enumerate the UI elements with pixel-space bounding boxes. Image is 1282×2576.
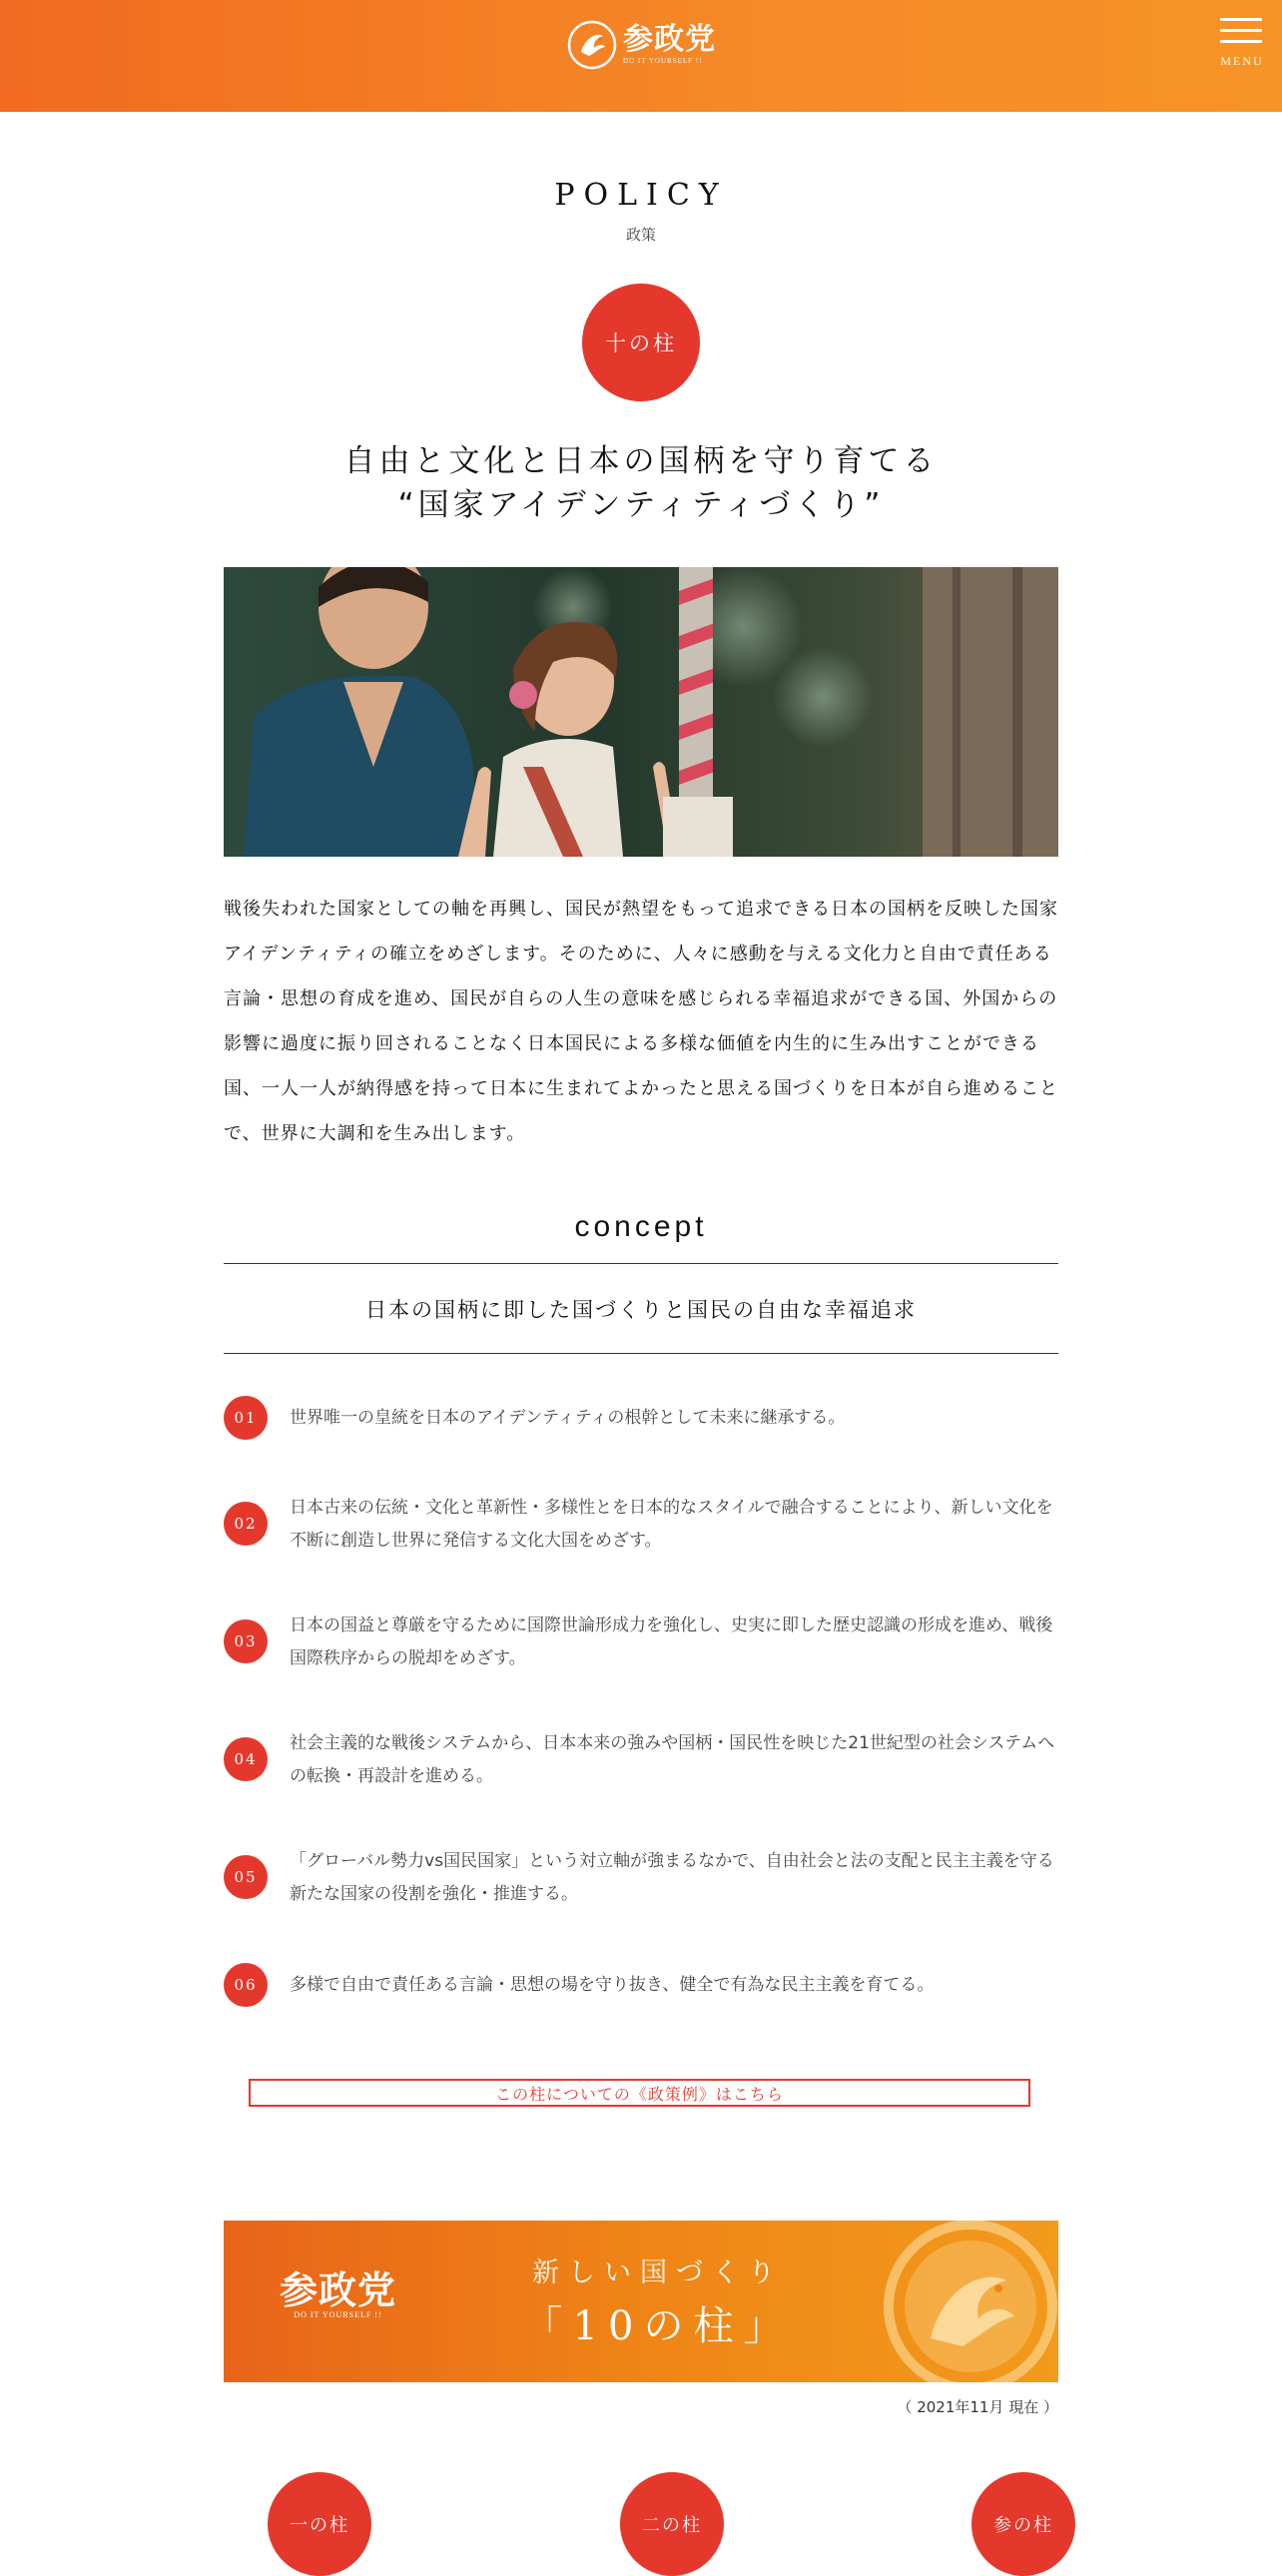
as-of-date: （ 2021年11月 現在 ）	[897, 2398, 1058, 2416]
menu-button[interactable]	[1216, 16, 1266, 72]
section-subtitle: 政策	[625, 226, 656, 244]
banner-logo-tagline: DO IT YOURSELF !!	[294, 2310, 382, 2319]
menu-label: MENU	[1220, 54, 1264, 68]
pillar-link-1[interactable]: 一の柱	[268, 2472, 371, 2576]
intro-paragraph: 戦後失われた国家としての軸を再興し、国民が熱望をもって追求できる日本の国柄を反映した国家アイデンティティの確立をめざします。そのために、人々に感動を与える文化力と自由で責任ある言論・思想の育成を進め、国民が自らの人生の意味を感じられる幸福追求ができる国、外国からの影響に過度に振り回されることなく日本国民による多様な価値を内生的に生み出すことができる国、一人一人が納得感を持って日本に生まれてよかったと思える国づくりを日本が自ら進めることで、世界に大調和を生み出します。	[224, 899, 1058, 1144]
divider	[224, 1263, 1058, 1264]
banner-title: 新しい国づくり	[532, 2257, 784, 2288]
section-title: POLICY	[554, 178, 728, 213]
site-logo[interactable]	[567, 18, 716, 72]
item-number: 06	[224, 1963, 268, 2007]
banner-logo-text: 参政党	[280, 2268, 397, 2312]
item-text: 日本古来の伝統・文化と革新性・多様性とを日本的なスタイルで融合することにより、新しい文化を不断に創造し世界に発信する文化大国をめざす。	[290, 1498, 1053, 1551]
logo-tagline: DO IT YOURSELF !!	[623, 57, 703, 65]
concept-lead: 日本の国柄に即した国づくりと国民の自由な幸福追求	[365, 1298, 917, 1322]
item-number: 05	[224, 1855, 268, 1899]
item-text: 社会主義的な戦後システムから、日本本来の強みや国柄・国民性を映じた21世紀型の社会システムへの転換・再設計を進める。	[290, 1733, 1055, 1786]
banner-heading: 「10の柱」	[522, 2303, 794, 2349]
item-number: 03	[224, 1619, 268, 1663]
policy-examples-link[interactable]: この柱についての《政策例》はこちら	[249, 2079, 1030, 2107]
headline-line-1: 自由と文化と日本の国柄を守り育てる	[343, 443, 939, 479]
concept-title: concept	[574, 1210, 708, 1243]
logo-text: 参政党	[623, 22, 716, 57]
phoenix-logo-icon	[567, 20, 617, 70]
item-number: 01	[224, 1396, 268, 1440]
item-text: 日本の国益と尊厳を守るために国際世論形成力を強化し、史実に即した歴史認識の形成を進め、戦後国際秩序からの脱却をめざす。	[290, 1615, 1053, 1668]
phoenix-emblem-icon	[883, 2221, 1058, 2382]
item-text: 多様で自由で責任ある言論・思想の場を守り抜き、健全で有為な民主主義を育てる。	[290, 1975, 935, 1995]
pillar-link-2[interactable]: 二の柱	[620, 2472, 724, 2576]
site-header	[0, 0, 1282, 112]
item-number: 02	[224, 1502, 268, 1546]
divider	[224, 1353, 1058, 1354]
pillar-badge: 十の柱	[582, 284, 700, 401]
pillar-headline	[0, 439, 1282, 527]
item-text: 世界唯一の皇統を日本のアイデンティティの根幹として未来に継承する。	[290, 1408, 846, 1428]
hamburger-icon	[1220, 18, 1262, 21]
banner-logo	[280, 2270, 396, 2319]
hamburger-icon-bar	[1220, 29, 1262, 32]
ten-pillars-banner[interactable]	[224, 2221, 1058, 2382]
pillar-link-3[interactable]: 参の柱	[971, 2472, 1075, 2576]
hero-photo	[224, 567, 1058, 857]
item-text: 「グローバル勢力vs国民国家」という対立軸が強まるなかで、自由社会と法の支配と民主主義を守る新たな国家の役割を強化・推進する。	[290, 1851, 1054, 1904]
headline-line-2: “国家アイデンティティづくり”	[397, 487, 885, 523]
item-number: 04	[224, 1737, 268, 1781]
hamburger-icon-bar	[1220, 40, 1262, 43]
